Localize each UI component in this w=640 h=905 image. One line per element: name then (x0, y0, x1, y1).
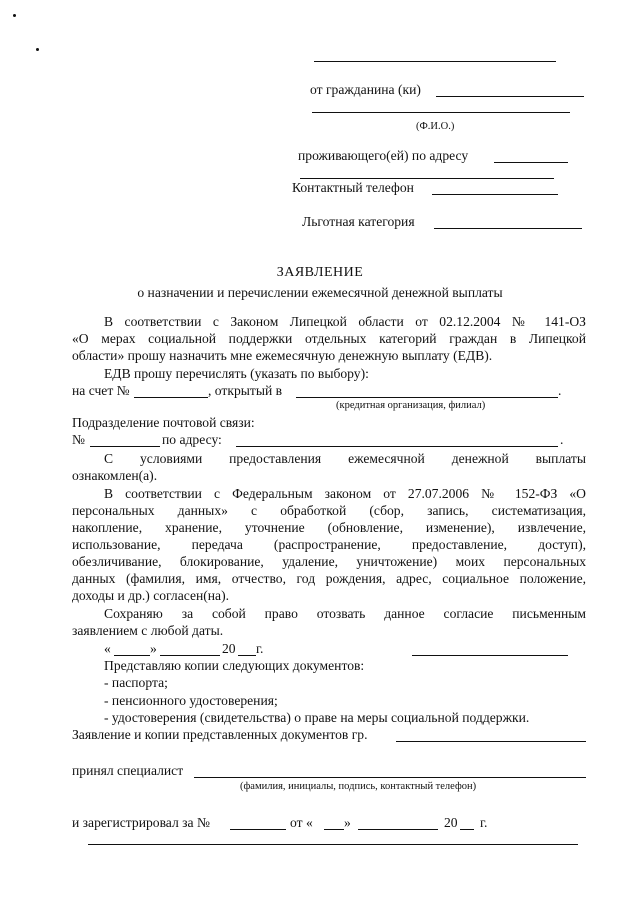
scan-speck (36, 48, 39, 51)
date-year-field[interactable] (238, 655, 256, 656)
bank-note: (кредитная организация, филиал) (336, 400, 486, 411)
from-label: от гражданина (ки) (310, 82, 421, 97)
registration-close-quote: » (344, 815, 351, 830)
address-label: проживающего(ей) по адресу (298, 148, 469, 163)
registration-day-field[interactable] (324, 829, 344, 830)
accepted-label: принял специалист (72, 763, 184, 778)
document-pension: - пенсионного удостоверения; (104, 693, 278, 708)
document-benefit-certificate: - удостоверения (свидетельства) о праве на меры социальной поддержки. (104, 710, 530, 725)
bank-field[interactable] (296, 397, 558, 398)
document-title: ЗАЯВЛЕНИЕ (276, 265, 364, 280)
edv-choice-line: ЕДВ прошу перечислять (указать по выбору): (104, 366, 369, 381)
category-label: Льготная категория (302, 214, 415, 229)
phone-label: Контактный телефон (292, 180, 414, 195)
date-month-field[interactable] (160, 655, 220, 656)
applicant-signature-field[interactable] (412, 655, 568, 656)
revoke-line-1: Сохраняю за собой право отозвать данное согласие письменным (104, 606, 586, 621)
account-number-field[interactable] (134, 397, 208, 398)
personal-data-line-4: использование, передача (распространение, предоставление, доступ), (72, 537, 586, 552)
address-field[interactable] (494, 162, 568, 163)
registration-year-suffix: г. (480, 815, 488, 830)
specialist-field[interactable] (194, 777, 586, 778)
personal-data-line-7: доходы и др.) согласен(на). (72, 588, 230, 603)
registration-month-field[interactable] (358, 829, 438, 830)
date-year-suffix: г. (256, 641, 264, 656)
date-year-prefix: 20 (222, 641, 236, 656)
conditions-line-2: ознакомлен(а). (72, 468, 158, 483)
date-day-field[interactable] (114, 655, 150, 656)
date-open-quote: « (104, 641, 111, 656)
law-paragraph-line-3: области» прошу назначить мне ежемесячную денежную выплату (ЕДВ). (72, 348, 493, 363)
account-prefix: на счет № (72, 383, 130, 398)
from-name-field[interactable] (436, 96, 584, 97)
document-subtitle: о назначении и перечислении ежемесячной денежной выплаты (137, 285, 503, 300)
personal-data-line-1: В соответствии с Федеральным законом от 27.07.2006 № 152-ФЗ «О (104, 486, 586, 501)
registration-prefix: и зарегистрировал за № (72, 815, 210, 830)
personal-data-line-6: данных (фамилия, имя, отчество, год рождения, адрес, социальное положение, (72, 571, 586, 586)
postal-end: . (560, 432, 564, 447)
postal-address-field[interactable] (236, 446, 558, 447)
conditions-line-1: С условиями предоставления ежемесячной денежной выплаты (104, 451, 586, 466)
bottom-signature-line[interactable] (88, 844, 578, 845)
phone-field[interactable] (432, 194, 558, 195)
law-paragraph-line-2: «О мерах социальной поддержки отдельных категорий граждан в Липецкой (72, 331, 586, 346)
postal-no: № (72, 432, 85, 447)
personal-data-line-5: обезличивание, блокирование, удаление, уничтожение) моих персональных (72, 554, 586, 569)
recipient-line[interactable] (314, 61, 556, 62)
account-mid: , открытый в (208, 383, 283, 398)
postal-number-field[interactable] (90, 446, 160, 447)
registration-year-prefix: 20 (444, 815, 458, 830)
law-paragraph-line-1: В соответствии с Законом Липецкой области от 02.12.2004 № 141-ОЗ (104, 314, 586, 329)
revoke-line-2: заявлением с любой даты. (72, 623, 224, 638)
scan-speck (13, 14, 16, 17)
citizen-name-field[interactable] (396, 741, 586, 742)
registration-year-field[interactable] (460, 829, 474, 830)
personal-data-line-2: персональных данных» с обработкой (сбор, запись, систематизация, (72, 503, 586, 518)
copies-line: Заявление и копии представленных документов гр. (72, 727, 368, 742)
registration-from: от « (290, 815, 313, 830)
category-field[interactable] (434, 228, 582, 229)
document-passport: - паспорта; (104, 675, 168, 690)
postal-addr-label: по адресу: (162, 432, 222, 447)
fio-note: (Ф.И.О.) (416, 121, 455, 132)
personal-data-line-3: накопление, хранение, уточнение (обновление, изменение), извлечение, (72, 520, 586, 535)
postal-label: Подразделение почтовой связи: (72, 415, 255, 430)
documents-intro: Представляю копии следующих документов: (104, 658, 365, 673)
address-field-2[interactable] (300, 178, 554, 179)
specialist-note: (фамилия, инициалы, подпись, контактный телефон) (240, 781, 477, 792)
registration-number-field[interactable] (230, 829, 286, 830)
fio-line[interactable] (312, 112, 570, 113)
date-close-quote: » (150, 641, 157, 656)
account-end: . (558, 383, 562, 398)
